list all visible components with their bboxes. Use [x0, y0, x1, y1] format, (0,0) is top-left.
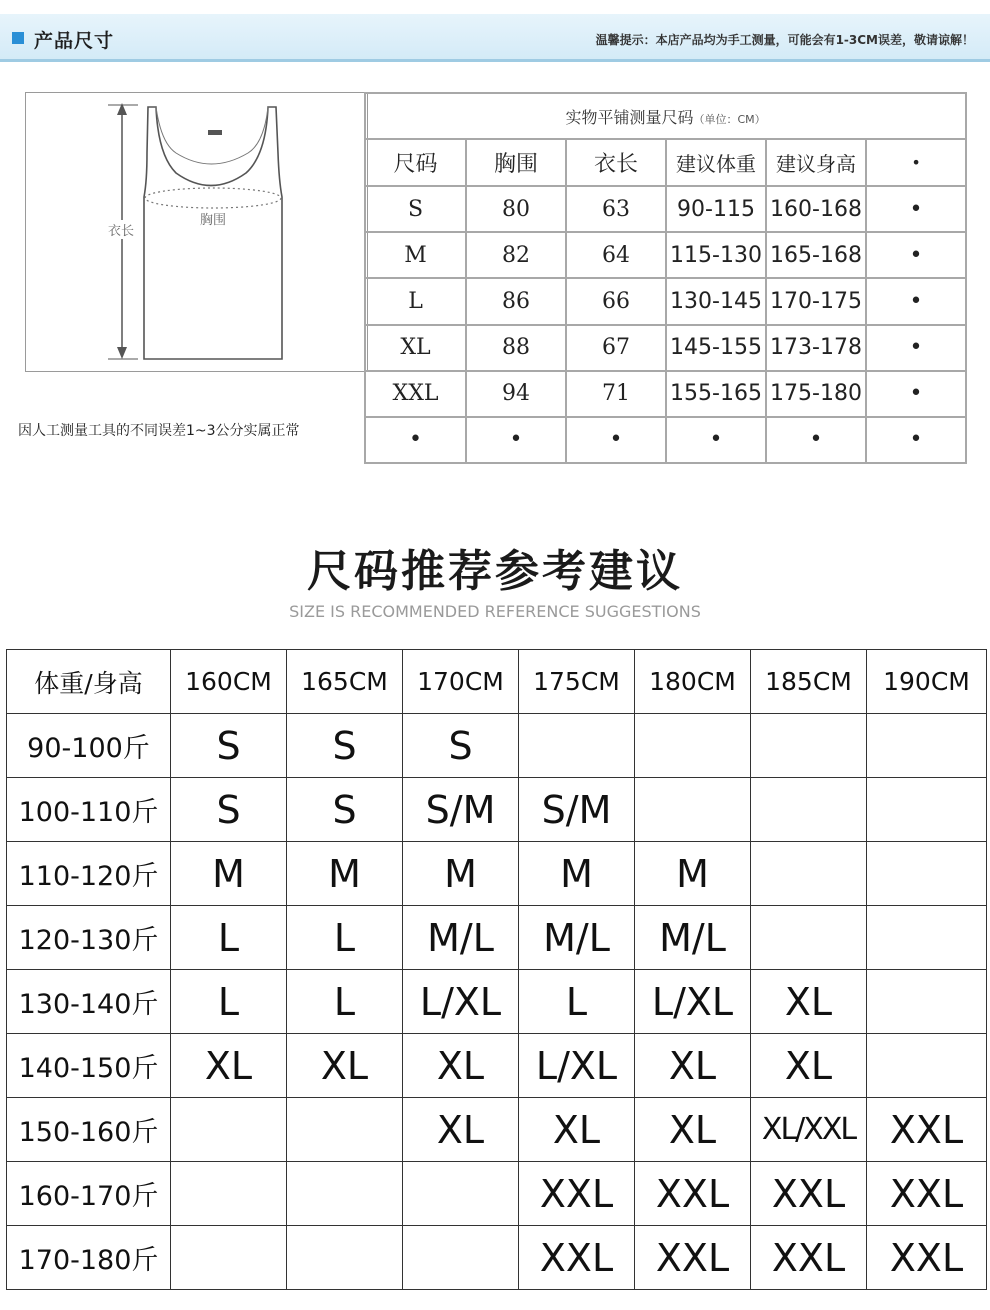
- size-cell: XL: [403, 1098, 519, 1162]
- header-title: 产品尺寸: [34, 30, 115, 52]
- weight-cell: 100-110斤: [7, 778, 171, 842]
- size-cell: XL: [751, 1034, 867, 1098]
- recommend-table: [6, 649, 987, 1290]
- header-height-170: 170CM: [403, 650, 519, 714]
- measurement-caption: [365, 93, 966, 139]
- size-cell: XL: [171, 1034, 287, 1098]
- size-cell: XXL: [867, 1226, 987, 1290]
- weight-cell: 120-130斤: [7, 906, 171, 970]
- dot-cell: •: [466, 417, 566, 463]
- size-cell: [171, 1162, 287, 1226]
- size-cell: S: [171, 778, 287, 842]
- header-dot: •: [866, 139, 966, 186]
- size-cell: [867, 1034, 987, 1098]
- table-row: [7, 1226, 987, 1290]
- chest-cell: 88: [466, 325, 566, 371]
- weight-cell: 130-145: [666, 278, 766, 324]
- size-cell: L: [171, 970, 287, 1034]
- size-cell: [287, 1226, 403, 1290]
- header-height-165: 165CM: [287, 650, 403, 714]
- size-cell: [403, 1162, 519, 1226]
- length-cell: 66: [566, 278, 666, 324]
- size-cell: S: [365, 186, 466, 232]
- table-row: [7, 1034, 987, 1098]
- header-size: 尺码: [365, 139, 466, 186]
- header-weight-height: 体重/身高: [7, 650, 171, 714]
- recommend-title: 尺码推荐参考建议: [307, 546, 683, 597]
- header-chest: 胸围: [466, 139, 566, 186]
- size-cell: XXL: [365, 371, 466, 417]
- header-height-175: 175CM: [519, 650, 635, 714]
- weight-cell: 90-115: [666, 186, 766, 232]
- header-height-180: 180CM: [635, 650, 751, 714]
- size-cell: S/M: [403, 778, 519, 842]
- chest-label: 胸围: [198, 209, 228, 228]
- size-cell: [867, 842, 987, 906]
- header-length: 衣长: [566, 139, 666, 186]
- size-cell: [171, 1098, 287, 1162]
- size-cell: [287, 1162, 403, 1226]
- size-cell: M: [171, 842, 287, 906]
- size-cell: M: [635, 842, 751, 906]
- table-row: [7, 714, 987, 778]
- size-cell: [403, 1226, 519, 1290]
- dot-cell: •: [566, 417, 666, 463]
- table-row: [7, 970, 987, 1034]
- size-cell: M/L: [635, 906, 751, 970]
- size-cell: L: [171, 906, 287, 970]
- size-cell: M/L: [403, 906, 519, 970]
- weight-cell: 155-165: [666, 371, 766, 417]
- size-cell: L/XL: [519, 1034, 635, 1098]
- size-cell: [287, 1098, 403, 1162]
- size-cell: XL/XXL: [751, 1098, 867, 1162]
- dot-cell: •: [766, 417, 866, 463]
- chest-cell: 94: [466, 371, 566, 417]
- size-cell: XXL: [635, 1162, 751, 1226]
- size-cell: [867, 778, 987, 842]
- measurement-note: 因人工测量工具的不同误差1~3公分实属正常: [18, 423, 300, 439]
- weight-cell: 140-150斤: [7, 1034, 171, 1098]
- weight-cell: 110-120斤: [7, 842, 171, 906]
- height-cell: 160-168: [766, 186, 866, 232]
- size-cell: [519, 714, 635, 778]
- size-cell: XL: [403, 1034, 519, 1098]
- table-row: [365, 232, 966, 278]
- size-cell: S: [171, 714, 287, 778]
- header-bar: [0, 14, 990, 62]
- recommend-subtitle: SIZE IS RECOMMENDED REFERENCE SUGGESTIONS: [289, 602, 701, 621]
- size-cell: [867, 714, 987, 778]
- table-row: [365, 371, 966, 417]
- size-cell: [751, 842, 867, 906]
- size-cell: XXL: [519, 1226, 635, 1290]
- height-cell: 173-178: [766, 325, 866, 371]
- weight-cell: 150-160斤: [7, 1098, 171, 1162]
- weight-cell: 130-140斤: [7, 970, 171, 1034]
- size-cell: [751, 778, 867, 842]
- size-cell: XXL: [751, 1162, 867, 1226]
- height-cell: 175-180: [766, 371, 866, 417]
- size-cell: XXL: [635, 1226, 751, 1290]
- header-height: 建议身高: [766, 139, 866, 186]
- caption-text: 实物平铺测量尺码: [565, 107, 694, 127]
- dot-cell: •: [866, 325, 966, 371]
- size-cell: L: [519, 970, 635, 1034]
- table-row: [7, 906, 987, 970]
- size-cell: XL: [365, 325, 466, 371]
- header-square-icon: [12, 32, 24, 44]
- dot-cell: •: [866, 417, 966, 463]
- size-cell: S: [403, 714, 519, 778]
- caption-unit: （单位：CM）: [693, 112, 766, 126]
- table-row: [365, 417, 966, 463]
- size-cell: XXL: [519, 1162, 635, 1226]
- size-cell: M: [403, 842, 519, 906]
- size-cell: [635, 714, 751, 778]
- tank-top-outline-icon: [26, 93, 369, 373]
- dot-cell: •: [866, 232, 966, 278]
- dot-cell: •: [365, 417, 466, 463]
- weight-cell: 115-130: [666, 232, 766, 278]
- size-cell: S: [287, 778, 403, 842]
- dot-cell: •: [866, 186, 966, 232]
- dot-cell: •: [866, 371, 966, 417]
- size-cell: M: [365, 232, 466, 278]
- header-height-190: 190CM: [867, 650, 987, 714]
- weight-cell: 145-155: [666, 325, 766, 371]
- table-row: [365, 186, 966, 232]
- table-row: [7, 1098, 987, 1162]
- dot-cell: •: [666, 417, 766, 463]
- recommend-header-row: [7, 650, 987, 714]
- table-row: [365, 278, 966, 324]
- size-cell: L: [287, 906, 403, 970]
- size-cell: S/M: [519, 778, 635, 842]
- size-cell: XXL: [867, 1162, 987, 1226]
- chest-cell: 82: [466, 232, 566, 278]
- size-cell: XL: [635, 1034, 751, 1098]
- table-row: [7, 842, 987, 906]
- header-weight: 建议体重: [666, 139, 766, 186]
- size-cell: L: [287, 970, 403, 1034]
- size-cell: XXL: [867, 1098, 987, 1162]
- weight-cell: 170-180斤: [7, 1226, 171, 1290]
- size-cell: XL: [519, 1098, 635, 1162]
- size-cell: S: [287, 714, 403, 778]
- header-height-185: 185CM: [751, 650, 867, 714]
- table-row: [365, 325, 966, 371]
- measurement-table: [364, 92, 967, 464]
- length-cell: 64: [566, 232, 666, 278]
- size-cell: M: [519, 842, 635, 906]
- height-cell: 165-168: [766, 232, 866, 278]
- weight-cell: 160-170斤: [7, 1162, 171, 1226]
- size-cell: [635, 778, 751, 842]
- length-cell: 71: [566, 371, 666, 417]
- size-cell: M/L: [519, 906, 635, 970]
- size-cell: XL: [751, 970, 867, 1034]
- header-notice: 温馨提示：本店产品均为手工测量，可能会有1-3CM误差，敬请谅解！: [595, 33, 974, 47]
- length-label: 衣长: [108, 220, 134, 239]
- chest-cell: 80: [466, 186, 566, 232]
- size-cell: [867, 906, 987, 970]
- table-row: [7, 778, 987, 842]
- height-cell: 170-175: [766, 278, 866, 324]
- size-cell: [751, 906, 867, 970]
- size-cell: M: [287, 842, 403, 906]
- size-cell: [751, 714, 867, 778]
- size-cell: XL: [287, 1034, 403, 1098]
- table-row: [7, 1162, 987, 1226]
- tank-top-diagram: [25, 92, 368, 372]
- chest-cell: 86: [466, 278, 566, 324]
- size-cell: XXL: [751, 1226, 867, 1290]
- length-cell: 63: [566, 186, 666, 232]
- size-cell: [867, 970, 987, 1034]
- size-cell: XL: [635, 1098, 751, 1162]
- dot-cell: •: [866, 278, 966, 324]
- header-height-160: 160CM: [171, 650, 287, 714]
- size-cell: L: [365, 278, 466, 324]
- size-cell: L/XL: [403, 970, 519, 1034]
- size-cell: L/XL: [635, 970, 751, 1034]
- weight-cell: 90-100斤: [7, 714, 171, 778]
- length-cell: 67: [566, 325, 666, 371]
- size-cell: [171, 1226, 287, 1290]
